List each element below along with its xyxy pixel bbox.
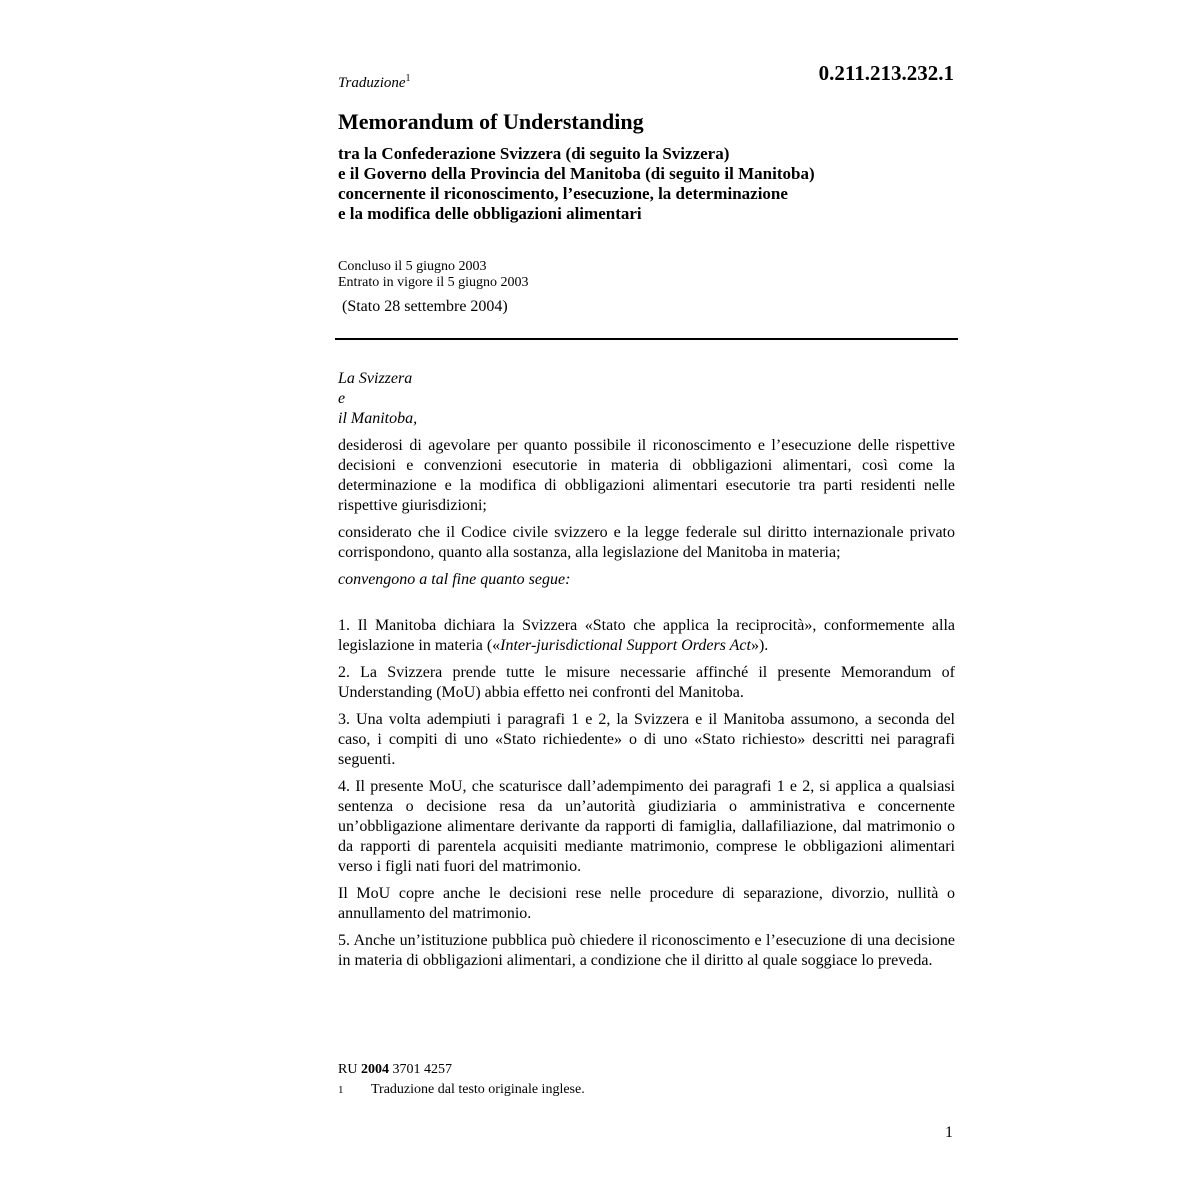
preamble-paragraph: considerato che il Codice civile svizzero e la legge federale sul diritto internazionale privato corrispondono, quanto alla sostanza, alla legislazione del Manitoba in materia; bbox=[338, 524, 955, 561]
article-paragraph: 5. Anche un’istituzione pubblica può chiedere il riconoscimento e l’esecuzione di una decisione in materia di obbligazioni alimentari, a condizione che il diritto al quale soggiace lo preveda. bbox=[338, 932, 955, 969]
in-force-date: Entrato in vigore il 5 giugno 2003 bbox=[338, 275, 529, 290]
page-footer bbox=[338, 1060, 585, 1100]
article-paragraph: 4. Il presente MoU, che scaturisce dall’adempimento dei paragrafi 1 e 2, si applica a qualsiasi sentenza o decisione resa da un’autorità giudiziaria o amministrativa e concernente un’obbligazione alimentare derivante da rapporti di famiglia, dallafiliazione, dal matrimonio o da rapporti di parentela acquisiti mediante matrimonio, comprese le obbligazioni alimentari verso i figli nati fuori del matrimonio. bbox=[338, 778, 955, 875]
ru-reference bbox=[338, 1060, 585, 1080]
header-divider bbox=[335, 338, 958, 340]
ru-prefix: RU bbox=[338, 1062, 361, 1077]
status-date: (Stato 28 settembre 2004) bbox=[342, 298, 508, 315]
document-subtitle bbox=[338, 144, 958, 224]
act-name: Inter-jurisdictional Support Orders Act bbox=[500, 637, 751, 654]
preamble-closing: convengono a tal fine quanto segue: bbox=[338, 571, 571, 588]
article-text: »). bbox=[750, 637, 769, 654]
party-line: il Manitoba, bbox=[338, 410, 418, 427]
subtitle-line: concernente il riconoscimento, l’esecuzione, la determinazione bbox=[338, 184, 788, 203]
footnote-text: Traduzione dal testo originale inglese. bbox=[371, 1082, 585, 1097]
party-line: La Svizzera bbox=[338, 370, 413, 387]
document-title: Memorandum of Understanding bbox=[338, 109, 644, 134]
party-line: e bbox=[338, 390, 346, 407]
preamble-paragraph: desiderosi di agevolare per quanto possibile il riconoscimento e l’esecuzione delle rispettive decisioni e convenzioni esecutorie in materia di obbligazioni alimentari, così come la determinazione e la modifica di obbligazioni alimentari esecutorie tra parti residenti nelle rispettive giurisdizioni; bbox=[338, 437, 955, 514]
article-paragraph: 3. Una volta adempiuti i paragrafi 1 e 2, la Svizzera e il Manitoba assumono, a seconda del caso, i compiti di uno «Stato richiedente» o di uno «Stato richiesto» descritti nei paragrafi seguenti. bbox=[338, 711, 955, 768]
footnote-ref[interactable]: 1 bbox=[405, 73, 411, 84]
subtitle-line: tra la Confederazione Svizzera (di seguito la Svizzera) bbox=[338, 144, 730, 163]
footnote bbox=[338, 1080, 585, 1100]
translation-label: Traduzione bbox=[338, 75, 406, 91]
article-paragraph: 2. La Svizzera prende tutte le misure necessarie affinché il presente Memorandum of Understanding (MoU) abbia effetto nei confronti del Manitoba. bbox=[338, 664, 955, 701]
page-number: 1 bbox=[945, 1124, 953, 1141]
concluded-date: Concluso il 5 giugno 2003 bbox=[338, 259, 487, 274]
article-paragraph bbox=[338, 616, 955, 656]
ru-year: 2004 bbox=[360, 1062, 389, 1077]
footnote-number: 1 bbox=[338, 1084, 344, 1096]
article-paragraph: Il MoU copre anche le decisioni rese nelle procedure di separazione, divorzio, nullità o annullamento del matrimonio. bbox=[338, 885, 955, 922]
subtitle-line: e il Governo della Provincia del Manitoba (di seguito il Manitoba) bbox=[338, 164, 815, 183]
subtitle-line: e la modifica delle obbligazioni alimentari bbox=[338, 204, 642, 223]
document-dates bbox=[338, 259, 529, 291]
header-label bbox=[338, 75, 411, 92]
article-text: 1. Il Manitoba dichiara la Svizzera «Stato che applica la reciprocità», conformemente alla legislazione in materia (« bbox=[338, 617, 955, 654]
sr-number: 0.211.213.232.1 bbox=[818, 61, 954, 85]
ru-pages: 3701 4257 bbox=[388, 1062, 452, 1077]
document-body bbox=[338, 369, 955, 971]
